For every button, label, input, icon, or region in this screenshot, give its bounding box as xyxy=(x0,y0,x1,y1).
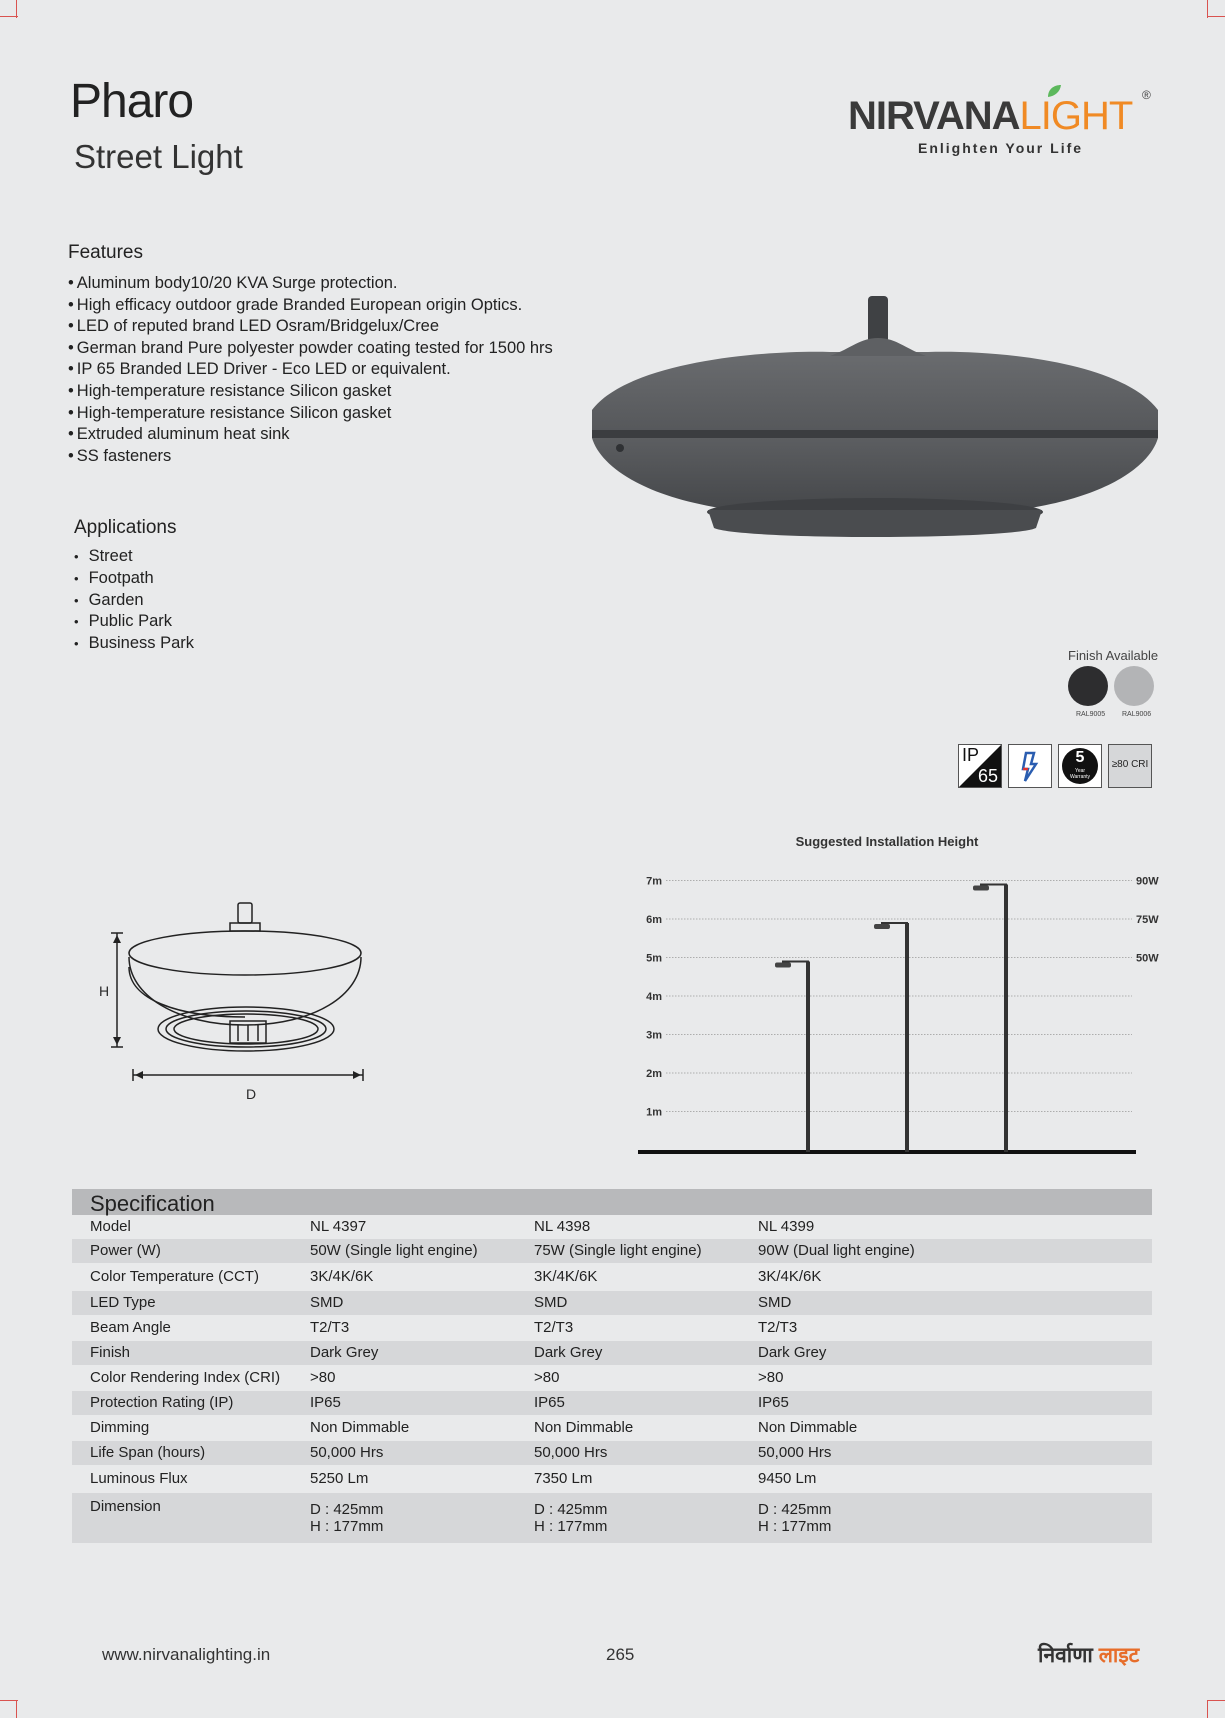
ip65-badge xyxy=(958,744,1002,788)
spec-cell: 50,000 Hrs xyxy=(534,1444,608,1461)
y-tick-label: 6m xyxy=(646,914,662,926)
list-item: • SS fasteners xyxy=(68,446,553,468)
list-item: • Garden xyxy=(74,590,194,612)
pole-bar xyxy=(1004,885,1008,1153)
spec-label: Power (W) xyxy=(90,1242,161,1259)
spec-cell: IP65 xyxy=(534,1394,565,1411)
spec-cell: Dark Grey xyxy=(534,1344,603,1361)
y-tick-label: 4m xyxy=(646,991,662,1003)
crop-mark xyxy=(1207,0,1208,18)
spec-label: Protection Rating (IP) xyxy=(90,1394,234,1411)
finish-swatch-black xyxy=(1068,666,1108,706)
cri-label: ≥80 CRI xyxy=(1111,759,1149,770)
list-item: • High efficacy outdoor grade Branded European origin Optics. xyxy=(68,295,553,317)
table-row xyxy=(72,1441,1152,1465)
table-row xyxy=(72,1315,1152,1341)
finish-code: RAL9006 xyxy=(1122,711,1152,718)
spec-cell: SMD xyxy=(310,1294,344,1311)
list-item: • Business Park xyxy=(74,633,194,655)
list-item: • Aluminum body10/20 KVA Surge protection. xyxy=(68,273,553,295)
list-item: • Footpath xyxy=(74,568,194,590)
ip-number: 65 xyxy=(977,766,998,786)
lamp-head-icon xyxy=(874,924,890,929)
chart-title: Suggested Installation Height xyxy=(795,834,979,849)
spec-cell xyxy=(310,1498,534,1543)
spec-cell: 50,000 Hrs xyxy=(758,1444,832,1461)
height-label: H xyxy=(99,983,110,999)
dim-h: H : 177mm xyxy=(758,1518,832,1535)
spec-cell: 5250 Lm xyxy=(310,1470,369,1487)
dim-d: D : 425mm xyxy=(310,1501,384,1518)
spec-cell: 9450 Lm xyxy=(758,1470,817,1487)
width-label: D xyxy=(246,1086,257,1102)
table-row xyxy=(72,1493,1152,1543)
spec-cell: Dark Grey xyxy=(758,1344,827,1361)
footer-brand-b: लाइट xyxy=(1098,1644,1140,1667)
spec-cell: Dark Grey xyxy=(310,1344,379,1361)
page-number: 265 xyxy=(606,1645,635,1664)
series-label: 90W xyxy=(1136,875,1159,888)
table-row xyxy=(72,1239,1152,1263)
footer-brand xyxy=(1038,1641,1139,1669)
table-row xyxy=(72,1263,1152,1291)
spec-cell: T2/T3 xyxy=(758,1319,798,1336)
spec-cell: T2/T3 xyxy=(534,1319,574,1336)
series-label: 50W xyxy=(1136,952,1159,965)
list-item: • LED of reputed brand LED Osram/Bridgelux/Cree xyxy=(68,316,553,338)
pole-bar xyxy=(905,923,909,1152)
table-row xyxy=(72,1215,1152,1239)
table-row xyxy=(72,1415,1152,1441)
crop-mark xyxy=(16,1700,17,1718)
dim-d: D : 425mm xyxy=(758,1501,832,1518)
spec-label: Life Span (hours) xyxy=(90,1444,206,1461)
dim-h: H : 177mm xyxy=(534,1518,608,1535)
spec-label: Dimming xyxy=(90,1419,150,1436)
y-tick-label: 3m xyxy=(646,1029,662,1042)
finish-code: RAL9005 xyxy=(1076,711,1106,718)
warranty-badge xyxy=(1058,744,1102,788)
dimension-drawing xyxy=(96,895,386,1105)
spec-label: LED Type xyxy=(90,1294,156,1311)
footer-brand-a: निर्वाणा xyxy=(1038,1644,1093,1667)
table-row xyxy=(72,1391,1152,1415)
spec-cell: Non Dimmable xyxy=(310,1419,410,1436)
table-row xyxy=(72,1341,1152,1365)
lamp-head-icon xyxy=(775,963,791,968)
features-heading: Features xyxy=(68,242,143,263)
crop-mark xyxy=(1207,16,1225,17)
finish-swatch-silver xyxy=(1114,666,1154,706)
spec-label: Color Rendering Index (CRI) xyxy=(90,1369,281,1386)
list-item: • Extruded aluminum heat sink xyxy=(68,424,553,446)
spec-cell xyxy=(534,1498,758,1543)
spec-cell: IP65 xyxy=(758,1394,789,1411)
surge-protection-icon xyxy=(1008,744,1052,788)
list-item: • IP 65 Branded LED Driver - Eco LED or equivalent. xyxy=(68,359,553,381)
footer-url[interactable]: www.nirvanalighting.in xyxy=(102,1645,271,1664)
spec-label: Finish xyxy=(90,1344,131,1361)
dim-h: H : 177mm xyxy=(310,1518,384,1535)
y-tick-label: 2m xyxy=(646,1068,662,1080)
spec-label: Beam Angle xyxy=(90,1319,171,1336)
logo-brand-main: NIRVANA xyxy=(848,94,1020,138)
product-category: Street Light xyxy=(74,138,243,175)
spec-cell: T2/T3 xyxy=(310,1319,350,1336)
y-tick-label: 7m xyxy=(646,875,662,888)
applications-list xyxy=(74,546,194,655)
spec-cell: NL 4397 xyxy=(310,1218,367,1235)
product-name: Pharo xyxy=(70,75,194,128)
spec-cell: NL 4399 xyxy=(758,1218,815,1235)
crop-mark xyxy=(1207,1700,1208,1718)
spec-cell: 3K/4K/6K xyxy=(310,1268,374,1285)
spec-cell: Non Dimmable xyxy=(758,1419,858,1436)
spec-cell: SMD xyxy=(534,1294,568,1311)
list-item: • High-temperature resistance Silicon gasket xyxy=(68,403,553,425)
spec-cell: >80 xyxy=(758,1369,784,1386)
spec-label: Dimension xyxy=(90,1498,161,1515)
cri-badge xyxy=(1108,744,1152,788)
list-item: • German brand Pure polyester powder coating tested for 1500 hrs xyxy=(68,338,553,360)
spec-heading: Specification xyxy=(72,1189,1152,1215)
spec-cell: 3K/4K/6K xyxy=(534,1268,598,1285)
spec-cell: 3K/4K/6K xyxy=(758,1268,822,1285)
crop-mark xyxy=(16,0,17,18)
warranty-text: Year Warranty xyxy=(1069,768,1091,780)
spec-label: Color Temperature (CCT) xyxy=(90,1268,259,1285)
finish-label: Finish Available xyxy=(1068,648,1159,663)
spec-cell: NL 4398 xyxy=(534,1218,591,1235)
spec-cell: >80 xyxy=(310,1369,336,1386)
brand-logo xyxy=(848,86,1158,166)
lamp-head-icon xyxy=(973,886,989,891)
features-list xyxy=(68,273,553,467)
logo-brand-accent: LIGHT xyxy=(1019,94,1133,138)
spec-table xyxy=(72,1189,1152,1543)
spec-cell: 50W (Single light engine) xyxy=(310,1242,478,1259)
ip-label: IP xyxy=(962,745,980,765)
list-item: • Street xyxy=(74,546,194,568)
spec-cell: 90W (Dual light engine) xyxy=(758,1242,915,1259)
spec-cell: IP65 xyxy=(310,1394,341,1411)
spec-cell: Non Dimmable xyxy=(534,1419,634,1436)
table-row xyxy=(72,1291,1152,1315)
spec-cell: SMD xyxy=(758,1294,792,1311)
spec-label: Luminous Flux xyxy=(90,1470,188,1487)
table-row xyxy=(72,1365,1152,1391)
list-item: • High-temperature resistance Silicon gasket xyxy=(68,381,553,403)
spec-cell: 7350 Lm xyxy=(534,1470,593,1487)
y-tick-label: 5m xyxy=(646,952,662,965)
registered-mark: ® xyxy=(1142,88,1151,102)
pole-bar xyxy=(806,962,810,1153)
product-image xyxy=(590,290,1160,580)
spec-label: Model xyxy=(90,1218,131,1235)
logo-tagline: Enlighten Your Life xyxy=(918,140,1084,156)
warranty-years: 5 xyxy=(1075,749,1085,766)
list-item: • Public Park xyxy=(74,611,194,633)
dim-d: D : 425mm xyxy=(534,1501,608,1518)
spec-cell: 50,000 Hrs xyxy=(310,1444,384,1461)
crop-mark xyxy=(1207,1700,1225,1701)
applications-heading: Applications xyxy=(74,517,177,538)
table-row xyxy=(72,1465,1152,1493)
spec-cell: >80 xyxy=(534,1369,560,1386)
y-tick-label: 1m xyxy=(646,1106,662,1119)
installation-height-chart xyxy=(600,848,1180,1168)
series-label: 75W xyxy=(1136,914,1159,926)
spec-cell xyxy=(758,1498,982,1543)
spec-cell: 75W (Single light engine) xyxy=(534,1242,702,1259)
leaf-icon xyxy=(1046,84,1062,98)
